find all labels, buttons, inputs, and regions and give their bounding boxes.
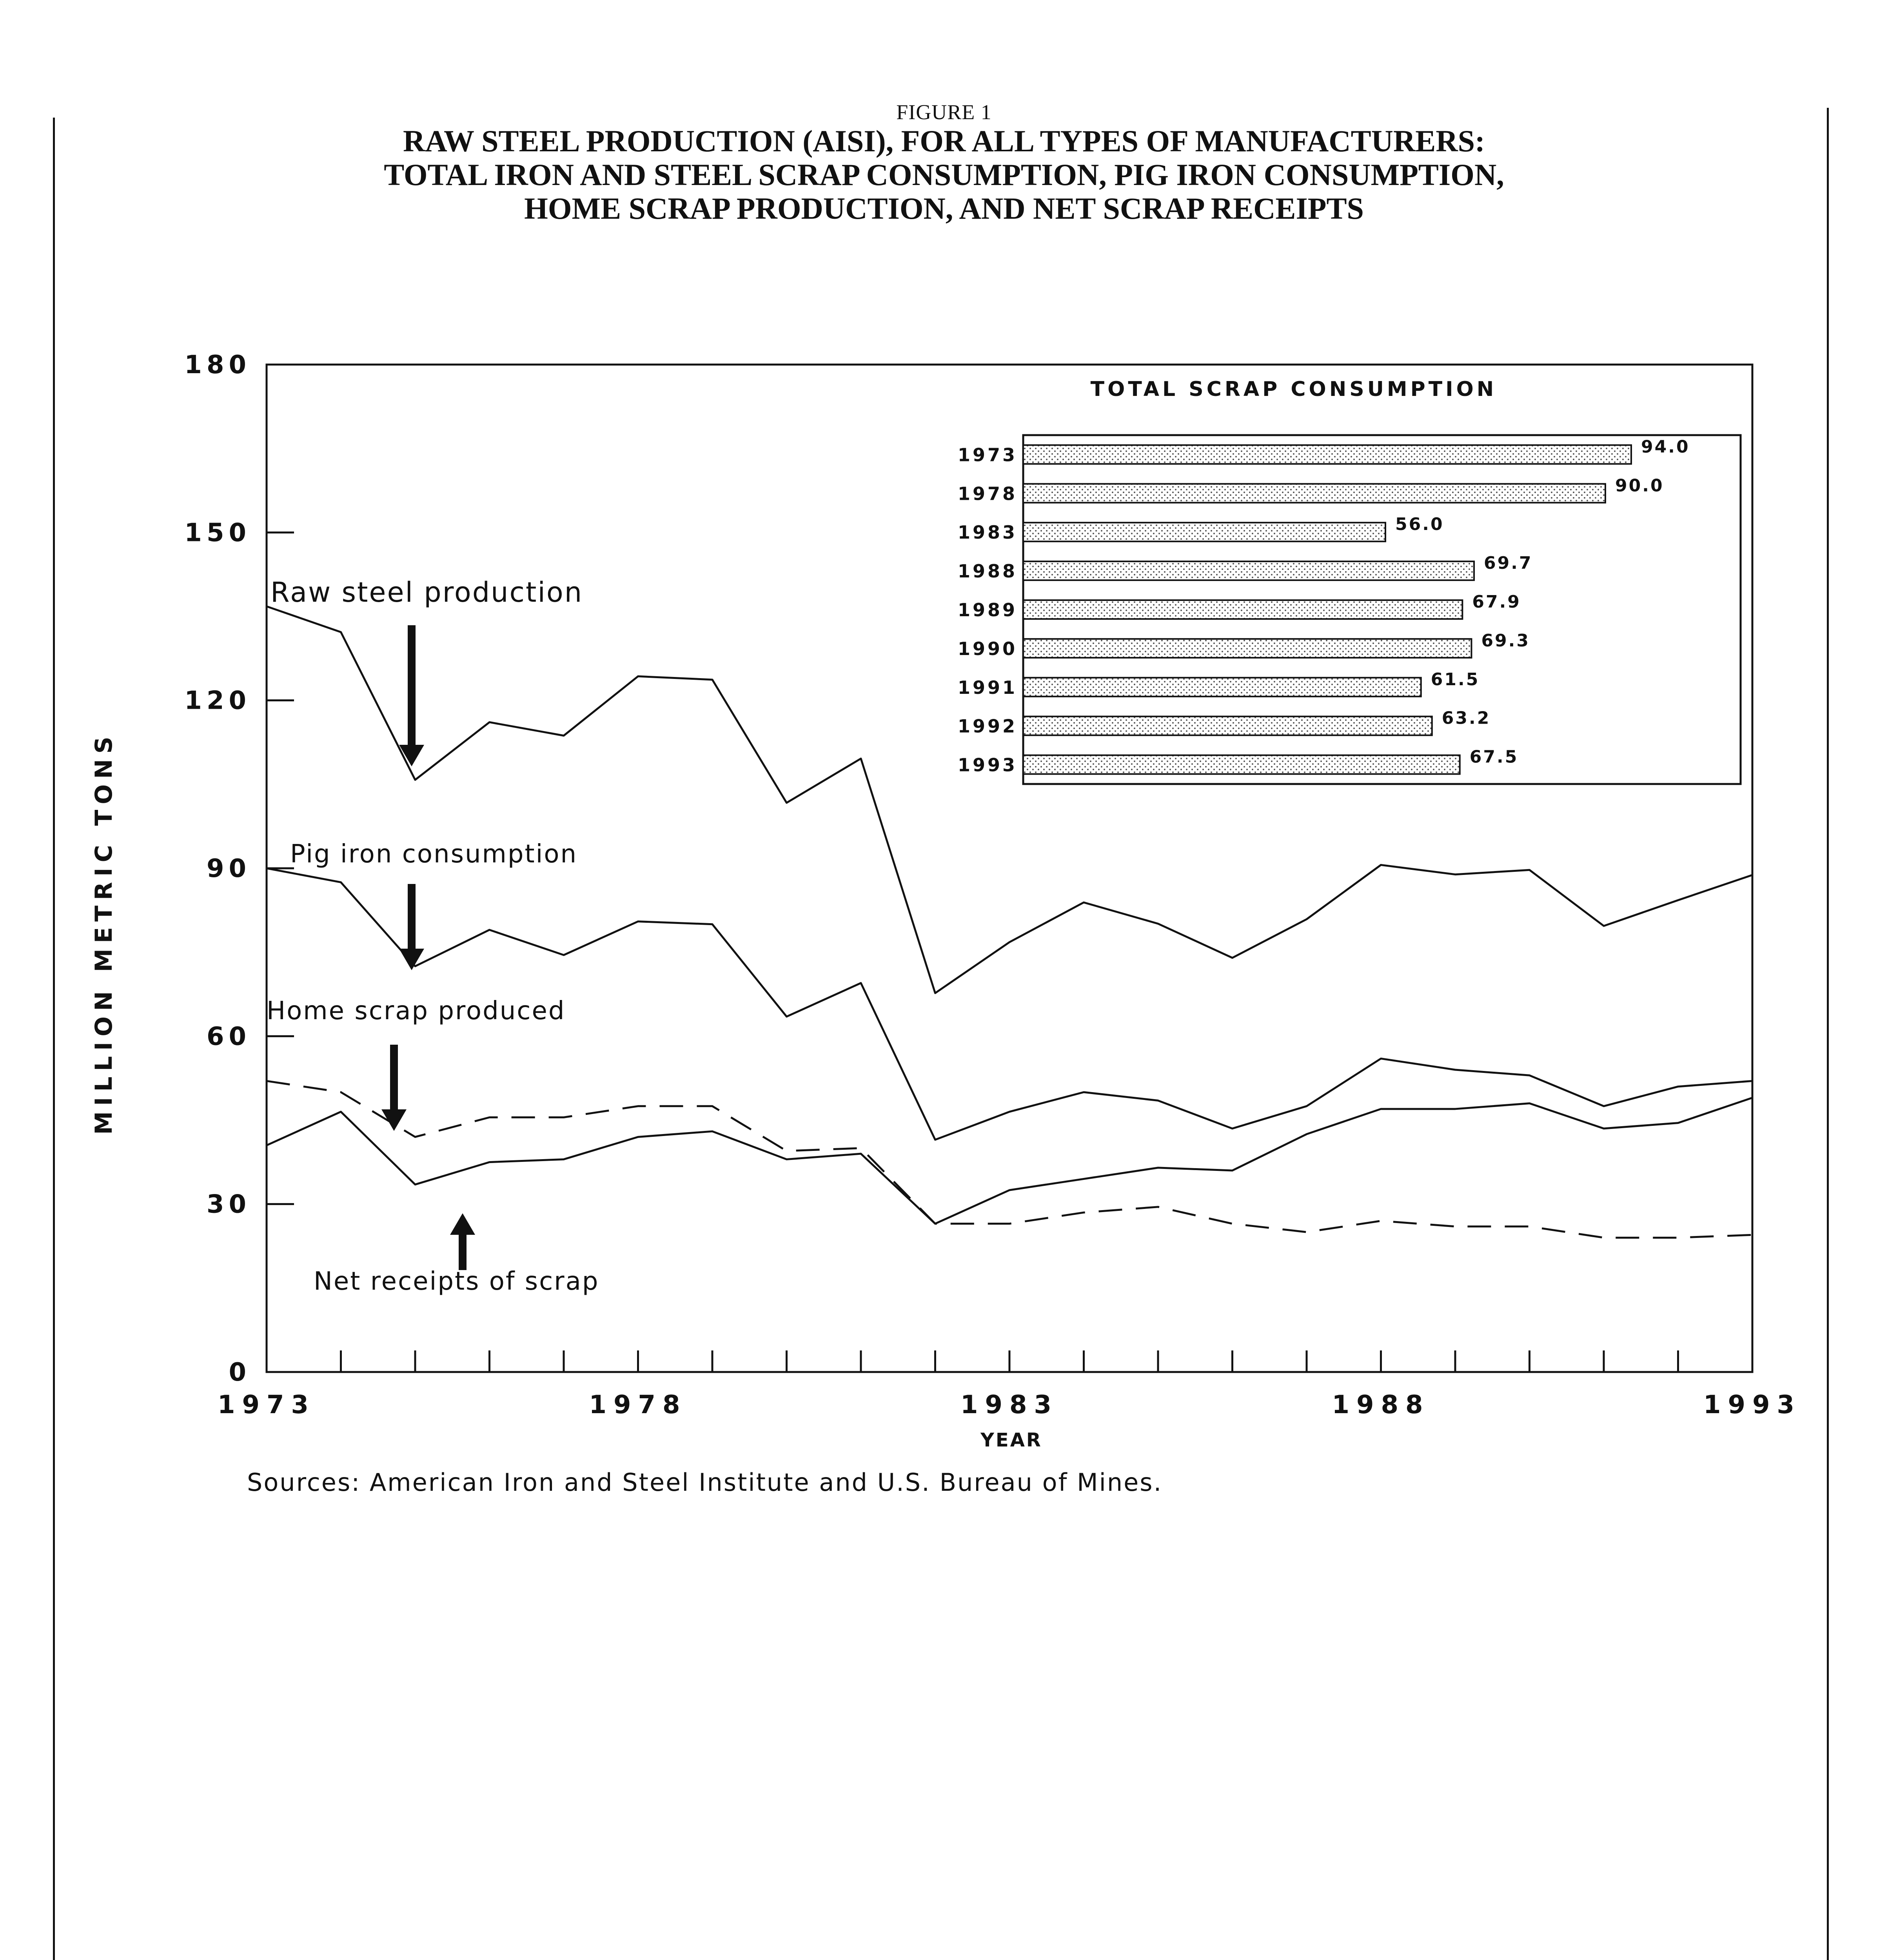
inset-category-label: 1989 bbox=[957, 599, 1017, 621]
figure-label: FIGURE 1 bbox=[896, 100, 992, 124]
inset-value-label: 67.5 bbox=[1469, 747, 1519, 767]
y-tick-label: 120 bbox=[184, 686, 251, 715]
figure-title-line-3: HOME SCRAP PRODUCTION, AND NET SCRAP RECEIPTS bbox=[524, 191, 1364, 225]
series-label-2: Home scrap produced bbox=[267, 996, 566, 1025]
figure-title-line-1: RAW STEEL PRODUCTION (AISI), FOR ALL TYPES OF MANUFACTURERS: bbox=[403, 124, 1485, 158]
y-tick-label: 60 bbox=[206, 1022, 251, 1051]
inset-value-label: 67.9 bbox=[1472, 592, 1521, 612]
inset-bar bbox=[1023, 445, 1631, 464]
x-tick-label: 1993 bbox=[1703, 1390, 1802, 1419]
inset-value-label: 69.7 bbox=[1484, 553, 1533, 573]
y-tick-label: 0 bbox=[229, 1358, 251, 1387]
x-tick-label: 1983 bbox=[960, 1390, 1059, 1419]
inset-category-label: 1993 bbox=[957, 754, 1017, 776]
inset-value-label: 90.0 bbox=[1615, 475, 1664, 496]
inset-value-label: 94.0 bbox=[1641, 437, 1690, 457]
inset-bar bbox=[1023, 755, 1460, 774]
x-axis-title: YEAR bbox=[980, 1429, 1042, 1451]
arrow-head bbox=[450, 1213, 475, 1235]
figure-title-line-2: TOTAL IRON AND STEEL SCRAP CONSUMPTION, PIG IRON CONSUMPTION, bbox=[384, 158, 1504, 192]
y-tick-label: 90 bbox=[206, 854, 251, 883]
pig-iron-arrow bbox=[399, 884, 424, 970]
inset-bar bbox=[1023, 484, 1605, 503]
inset-category-label: 1978 bbox=[957, 483, 1017, 505]
series-label-0: Raw steel production bbox=[270, 576, 583, 608]
inset-category-label: 1992 bbox=[957, 715, 1017, 737]
series-label-3: Net receipts of scrap bbox=[314, 1267, 599, 1296]
series-line-2 bbox=[267, 1081, 1752, 1238]
y-tick-label: 180 bbox=[184, 350, 251, 379]
inset-value-label: 63.2 bbox=[1441, 708, 1491, 728]
inset-value-label: 56.0 bbox=[1395, 514, 1444, 535]
arrow-head bbox=[399, 949, 424, 970]
inset-bar bbox=[1023, 523, 1385, 541]
inset-category-label: 1988 bbox=[957, 561, 1017, 582]
figure-sources: Sources: American Iron and Steel Institute and U.S. Bureau of Mines. bbox=[247, 1468, 1163, 1497]
x-tick-label: 1973 bbox=[217, 1390, 316, 1419]
inset-bar bbox=[1023, 717, 1432, 735]
y-tick-label: 150 bbox=[184, 518, 251, 548]
y-tick-label: 30 bbox=[206, 1190, 251, 1219]
inset-value-label: 69.3 bbox=[1481, 630, 1530, 651]
inset-category-label: 1973 bbox=[957, 444, 1017, 466]
net-receipts-arrow bbox=[450, 1213, 475, 1270]
inset-category-label: 1991 bbox=[957, 677, 1017, 698]
inset-chart-title: TOTAL SCRAP CONSUMPTION bbox=[1090, 377, 1497, 401]
inset-value-label: 61.5 bbox=[1431, 669, 1480, 690]
inset-bar bbox=[1023, 639, 1471, 658]
inset-bar bbox=[1023, 600, 1462, 619]
series-label-1: Pig iron consumption bbox=[290, 840, 578, 869]
inset-category-label: 1990 bbox=[957, 638, 1017, 659]
inset-bar bbox=[1023, 678, 1421, 697]
arrow-head bbox=[381, 1109, 407, 1131]
x-tick-label: 1988 bbox=[1332, 1390, 1430, 1419]
inset-category-label: 1983 bbox=[957, 522, 1017, 543]
x-tick-label: 1978 bbox=[589, 1390, 687, 1419]
raw-steel-arrow bbox=[399, 625, 424, 766]
inset-bar bbox=[1023, 561, 1474, 580]
y-axis-title: MILLION METRIC TONS bbox=[90, 731, 118, 1135]
